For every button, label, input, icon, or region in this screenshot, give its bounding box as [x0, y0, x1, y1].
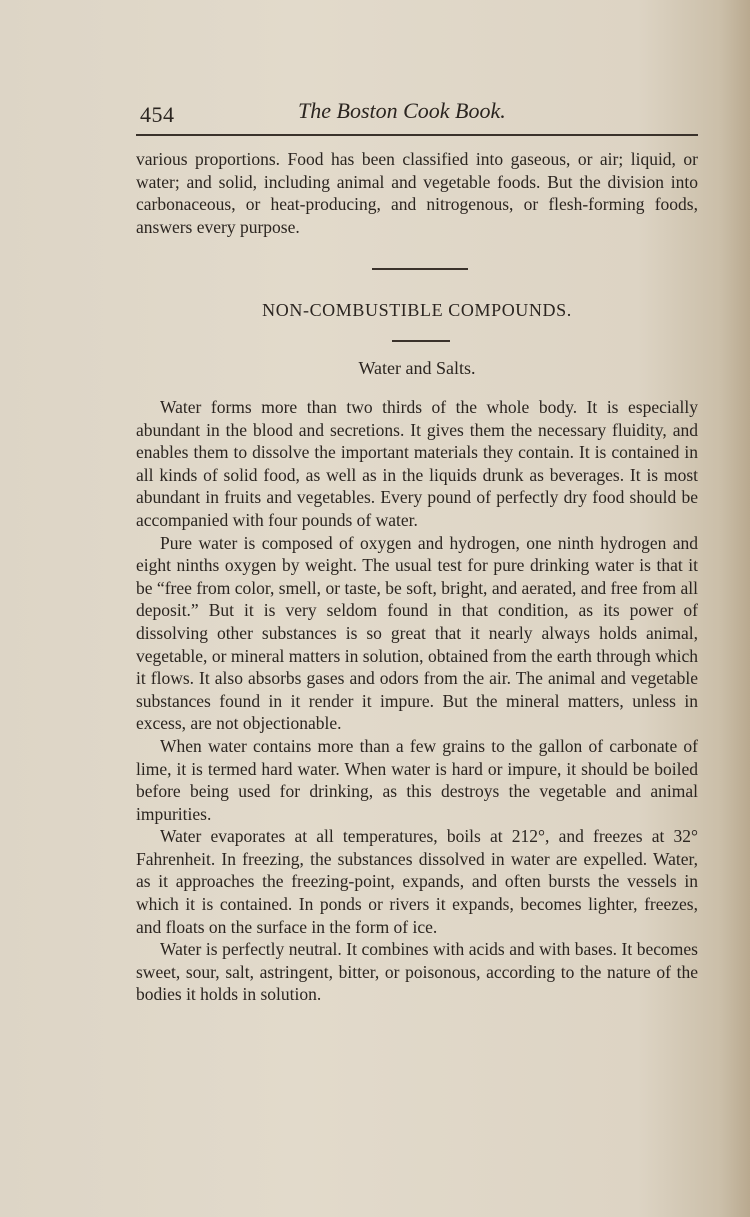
body-paragraph: Water evaporates at all temperatures, boils at 212°, and freezes at 32° Fahrenheit. In freezing, the substances dissolved in water are expelled. Water, as it approaches the freezing-point, expands, and often bursts the vessels in which it is contained. In ponds or rivers it expands, becomes lighter, freezes, and floats on the surface in the form of ice. [136, 826, 698, 937]
body-paragraph: When water contains more than a few grains to the gallon of carbonate of lime, it is termed hard water. When water is hard or impure, it should be boiled before being used for drinking, as this destroys the vegetable and animal impurities. [136, 735, 698, 824]
body-paragraph: Pure water is composed of oxygen and hydrogen, one ninth hydrogen and eight ninths oxygen by weight. The usual test for pure drinking water is that it be “free from color, smell, or taste, be soft, bright, and aerated, and free from all deposit.” But it is very seldom found in that condition, as its power of dissolving other substances is so great that it nearly always holds animal, vegetable, or mineral matters in solution, obtained from the earth through which it flows. It also absorbs gases and odors from the air. The animal and vegetable substances found in it render it impure. But the mineral matters, unless in excess, are not objectionable. [136, 532, 698, 734]
page-number: 454 [140, 102, 175, 127]
intro-paragraph: various proportions. Food has been classified into gaseous, or air; liquid, or water; and solid, including animal and vegetable foods. But the division into carbonaceous, or heat-producing, and nitrogenous, or flesh-forming foods, answers every purpose. [136, 149, 698, 237]
section-heading: NON-COMBUSTIBLE COMPOUNDS. [262, 300, 572, 320]
running-title: The Boston Cook Book. [298, 98, 506, 123]
body-paragraph: Water forms more than two thirds of the whole body. It is especially abundant in the blood and secretions. It gives them the necessary fluidity, and enables them to dissolve the important materials they contain. It is contained in all kinds of solid food, as well as in the liquids drunk as beverages. It is most abundant in fruits and vegetables. Every pound of perfectly dry food should be accompanied with four pounds of water. [136, 397, 698, 530]
section-body [136, 396, 698, 1006]
section-divider-rule [372, 268, 468, 270]
body-paragraph: Water is perfectly neutral. It combines with acids and with bases. It becomes sweet, sour, salt, astringent, bitter, or poisonous, according to the nature of the bodies it holds in solution. [136, 939, 698, 1005]
header-rule [136, 134, 698, 136]
intro-paragraph-block [136, 148, 698, 238]
page-header [136, 98, 698, 128]
subsection-heading: Water and Salts. [358, 358, 476, 378]
subsection-divider-rule [392, 340, 450, 342]
